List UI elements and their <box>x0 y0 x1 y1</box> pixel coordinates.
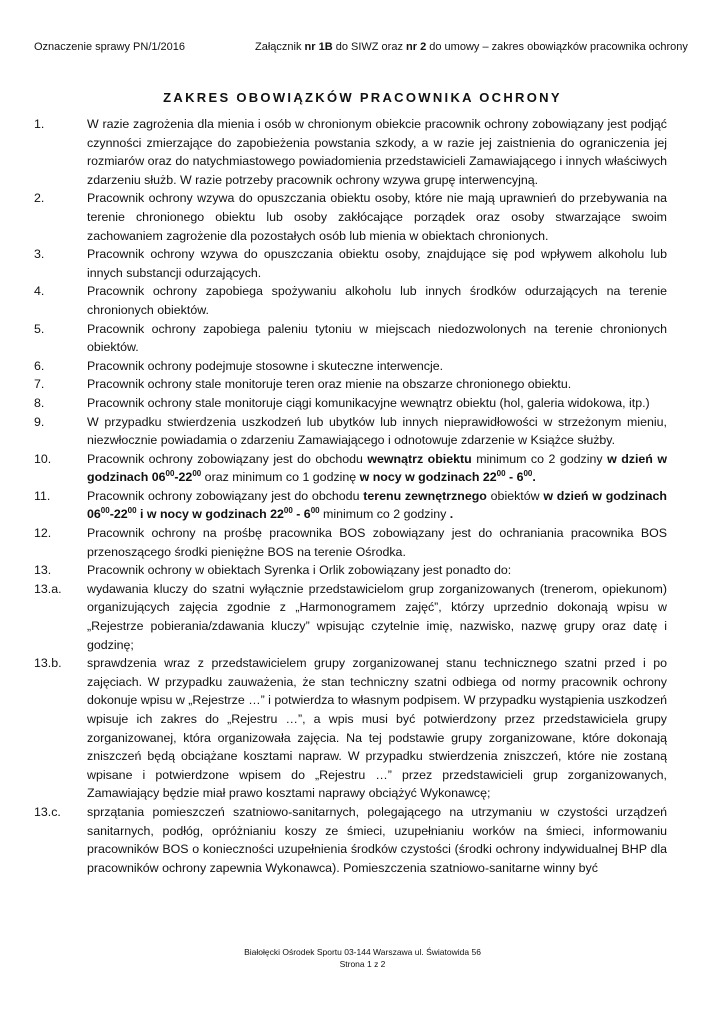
superscript: 00 <box>283 506 293 516</box>
item-number: 3. <box>34 247 45 262</box>
text-run-bold: wewnątrz obiektu <box>367 451 472 466</box>
text-run-bold <box>360 470 536 484</box>
item-text: Pracownik ochrony podejmuje stosowne i skuteczne interwencje. <box>87 358 444 373</box>
list-item <box>34 580 667 654</box>
item-text: Pracownik ochrony w obiektach Syrenka i Orlik zobowiązany jest ponadto do: <box>87 563 512 578</box>
item-number: 6. <box>34 358 45 373</box>
item-number: 12. <box>34 526 52 541</box>
item-text <box>87 450 667 487</box>
text-run: obiektów <box>486 488 544 503</box>
footer-address: Białołęcki Ośrodek Sportu 03-144 Warszawa ul. Światowida 56 <box>244 947 481 957</box>
text-run-bold: . <box>449 507 454 522</box>
item-text: Pracownik ochrony na prośbę pracownika BOS zobowiązany jest do ochraniania pracownika BOS przenoszącego środki pieniężne BOS na terenie Ośrodka. <box>87 526 667 559</box>
item-text: W razie zagrożenia dla mienia i osób w chronionym obiekcie pracownik ochrony zobowiązany jest podjąć czynności zmierzające do zapobieżenia powstania szkody, a w razie jej zaistnienia do ograniczenia jej rozmiarów oraz do natychmiastowego powiadomienia przedstawicieli Zamawiającego i innych właściwych zdarzeniu służb. W razie potrzeby pracownik ochrony wzywa grupę interwencyjną. <box>87 117 667 187</box>
text-run: i w nocy w godzinach 22 <box>136 507 284 522</box>
item-number: 13.a. <box>34 581 62 596</box>
list-item <box>34 245 667 282</box>
attachment-text: do umowy – zakres obowiązków pracownika ochrony <box>426 41 688 53</box>
list-item <box>34 357 667 376</box>
list-item <box>34 115 667 189</box>
page-number: Strona 1 z 2 <box>339 959 386 969</box>
text-run: - 6 <box>505 470 524 485</box>
text-run-bold: terenu zewnętrznego <box>363 488 487 503</box>
item-number: 13. <box>34 563 52 578</box>
agreement-number: nr 2 <box>406 41 427 53</box>
item-text: Pracownik ochrony zapobiega paleniu tytoniu w miejscach niedozwolonych na terenie chronionych obiektów. <box>87 321 667 355</box>
text-run: . <box>532 470 536 485</box>
attachment-reference <box>255 41 688 53</box>
item-text: sprawdzenia wraz z przedstawicielem grupy zorganizowanej stanu technicznego szatni przed i po zajęciach. W przypadku zauważenia, że stan techniczny szatni odbiega od normy pracownik ochrony dokonuje wpisu w „Rejestrze …” i potwierdza to własnym podpisem. W przypadku wystąpienia uszkodzeń wpisuje ich zakres do „Rejestru …”, a wpis musi być potwierdzony przez przedstawiciela grupy zorganizowanej, która organizowała zajęcia. Na tej podstawie grupy zorganizowane, które dokonają zniszczeń będą obciążane kosztami napraw. W przypadku stwierdzenia zniszczeń, które nie zostaną wpisane i potwierdzone wpisem do „Rejestru …” przez przedstawicieli grup zorganizowanych, Zamawiający będzie miał prawo kosztami naprawy obciążyć Wykonawcę; <box>87 656 667 801</box>
item-number: 13.c. <box>34 804 61 819</box>
item-number: 8. <box>34 395 45 410</box>
list-item <box>34 394 667 413</box>
item-text: sprzątania pomieszczeń szatniowo-sanitarnych, polegającego na utrzymaniu w czystości urządzeń sanitarnych, podłóg, opróżnianiu koszy ze śmieci, uzupełnianiu worków na śmieci, informowaniu pracowników BOS o konieczności uzupełnienia środków czystości (środki ochrony indywidualnej BHP dla pracowników ochrony zapewnia Wykonawca). Pomieszczenia szatniowo-sanitarne winny być <box>87 804 667 875</box>
text-run: w dzień w godzinach 06 <box>87 488 667 522</box>
list-item <box>34 561 667 580</box>
item-number: 1. <box>34 117 45 131</box>
superscript: 00 <box>496 469 506 479</box>
text-run: oraz minimum co 1 godzinę <box>201 470 360 485</box>
list-item <box>34 524 667 561</box>
page-footer <box>0 946 725 970</box>
item-text: Pracownik ochrony stale monitoruje ciągi komunikacyjne wewnątrz obiektu (hol, galeria widokowa, itp.) <box>87 395 650 410</box>
item-number: 2. <box>34 191 45 206</box>
item-text <box>87 487 667 524</box>
item-number: 9. <box>34 414 45 429</box>
superscript: 00 <box>192 469 202 479</box>
item-text: Pracownik ochrony wzywa do opuszczania obiektu osoby, znajdujące się pod wpływem alkoholu lub innych substancji odurzających. <box>87 247 667 280</box>
list-item <box>34 320 667 357</box>
list-item <box>34 282 667 319</box>
page-title: ZAKRES OBOWIĄZKÓW PRACOWNIKA OCHRONY <box>163 90 562 105</box>
text-run: Pracownik ochrony zobowiązany jest do obchodu <box>87 451 368 466</box>
list-item <box>34 189 667 245</box>
superscript: 00 <box>100 506 110 516</box>
item-number: 13.b. <box>34 656 62 671</box>
text-run: minimum co 2 godziny <box>471 451 608 466</box>
item-text: Pracownik ochrony wzywa do opuszczania obiektu osoby, które nie mają uprawnień do przebywania na terenie chronionego obiektu lub osoby zakłócające porządek oraz osoby stwarzające swoim zachowaniem zagrożenie dla pozostałych osób lub mienia w obiektach chronionych. <box>87 191 667 243</box>
list-item <box>34 803 667 877</box>
item-number: 10. <box>34 451 52 466</box>
superscript: 00 <box>165 469 175 479</box>
text-run: minimum co 2 godziny <box>319 507 450 522</box>
text-run: Pracownik ochrony zobowiązany jest do obchodu <box>87 488 364 503</box>
text-run: -22 <box>109 507 128 522</box>
item-text: W przypadku stwierdzenia uszkodzeń lub ubytków lub innych nieprawidłowości w strzeżonym mieniu, niezwłocznie powiadamia o zdarzeniu Zamawiającego i odnotowuje zdarzenie w Książce służby. <box>87 414 667 448</box>
text-run: w nocy w godzinach 22 <box>359 470 497 485</box>
attachment-number: nr 1B <box>304 41 333 53</box>
text-run: - 6 <box>292 507 311 522</box>
superscript: 00 <box>523 469 533 479</box>
item-number: 4. <box>34 284 45 299</box>
item-text: Pracownik ochrony zapobiega spożywaniu alkoholu lub innych środków odurzających na terenie chronionych obiektów. <box>87 284 667 317</box>
item-text: Pracownik ochrony stale monitoruje teren oraz mienie na obszarze chronionego obiektu. <box>87 377 572 392</box>
attachment-text: do SIWZ oraz <box>332 41 407 53</box>
attachment-text: Załącznik <box>255 41 305 53</box>
item-number: 11. <box>34 488 51 503</box>
list-item <box>34 654 667 803</box>
item-number: 5. <box>34 321 45 336</box>
case-reference: Oznaczenie sprawy PN/1/2016 <box>34 41 186 53</box>
item-number: 7. <box>34 377 45 392</box>
text-run: w dzień w godzinach 06 <box>87 451 667 485</box>
list-item <box>34 450 667 487</box>
superscript: 00 <box>127 506 137 516</box>
duties-list <box>34 115 667 877</box>
list-item <box>34 375 667 394</box>
superscript: 00 <box>310 506 320 516</box>
text-run: -22 <box>174 470 193 485</box>
list-item <box>34 487 667 524</box>
item-text: wydawania kluczy do szatni wyłącznie przedstawicielom grup zorganizowanych (trenerom, opiekunom) organizujących zajęcia zgodnie z „Harmonogramem zajęć”, którzy uprzednio dokonają wpisu w „Rejestrze pobierania/zdawania kluczy” wpisując czytelnie imię, nazwisko, nazwę grupy oraz datę i godzinę; <box>87 581 667 652</box>
list-item <box>34 413 667 450</box>
